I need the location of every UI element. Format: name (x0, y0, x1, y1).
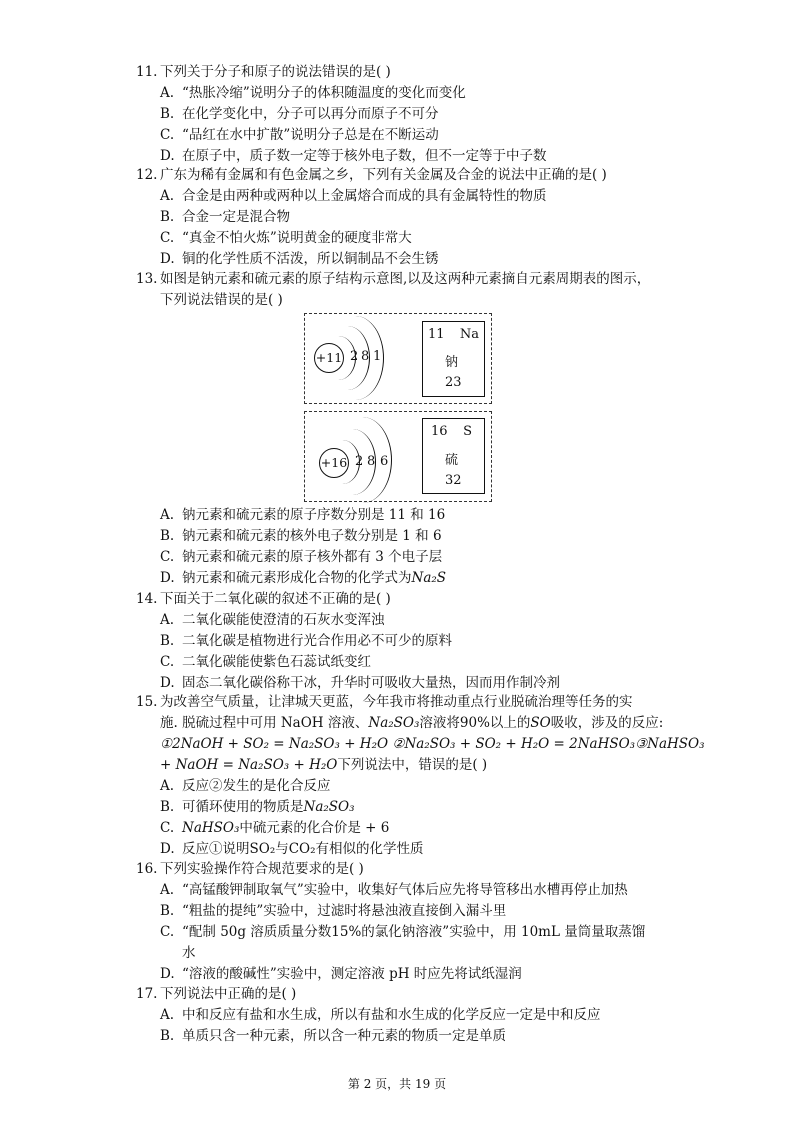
option-d: D. 在原子中，质子数一定等于核外电子数，但不一定等于中子数 (160, 148, 547, 164)
option-d: D. 铜的化学性质不活泼，所以铜制品不会生锈 (160, 251, 439, 267)
option-b: B. 可循环使用的物质是Na₂SO₃ (160, 799, 355, 815)
sodium-diagram (304, 313, 492, 404)
option-b: B. 在化学变化中，分子可以再分而原子不可分 (160, 106, 439, 122)
option-d: D. “溶液的酸碱性”实验中，测定溶液 pH 时应先将试纸湿润 (160, 966, 522, 982)
option-d: D. 钠元素和硫元素形成化合物的化学式为Na₂S (160, 570, 447, 586)
atomic-number: 11 (428, 327, 445, 342)
element-symbol: S (463, 424, 472, 439)
reaction-equations: ①2NaOH + SO₂ = Na₂SO₃ + H₂O ②Na₂SO₃ + SO₂ + H₂O = 2NaHSO₃③NaHSO₃ (160, 736, 705, 752)
option-a: A. “热胀冷缩”说明分子的体积随温度的变化而变化 (160, 85, 466, 101)
shell-electrons: 8 (361, 349, 370, 364)
question-stem: 下列说法中正确的是( ) (160, 986, 297, 1002)
option-c: C. “真金不怕火炼”说明黄金的硬度非常大 (160, 230, 412, 246)
option-c: C. 钠元素和硫元素的原子核外都有 3 个电子层 (160, 549, 443, 565)
question-stem: 下面关于二氧化碳的叙述不正确的是( ) (160, 591, 391, 607)
option-b: B. 单质只含一种元素，所以含一种元素的物质一定是单质 (160, 1028, 506, 1044)
chemical-formula: Na₂S (411, 570, 447, 586)
option-c: C. “配制 50g 溶质质量分数15%的氯化钠溶液”实验中，用 10mL 量筒量取蒸馏 (160, 924, 646, 940)
sulfur-diagram (304, 411, 492, 502)
question-number: 16. (136, 861, 158, 877)
option-a: A. 反应②发生的是化合反应 (160, 778, 331, 794)
option-d: D. 固态二氧化碳俗称干冰，升华时可吸收大量热，因而用作制冷剂 (160, 675, 560, 691)
sodium-element-card (422, 321, 485, 397)
option-c: C. NaHSO₃中硫元素的化合价是 + 6 (160, 820, 390, 836)
question-stem-line2: 施. 脱硫过程中可用 NaOH 溶液、Na₂SO₃溶液将90%以上的SO吸收，涉及的反应: (160, 715, 664, 731)
question-stem: 为改善空气质量，让津城天更蓝，今年我市将推动重点行业脱硫治理等任务的实 (160, 694, 633, 710)
option-c: C. 二氧化碳能使紫色石蕊试纸变红 (160, 654, 371, 670)
element-symbol: Na (459, 327, 479, 342)
page-footer: 第 2 页，共 19 页 (347, 1077, 447, 1091)
option-b: B. “粗盐的提纯”实验中，过滤时将悬浊液直接倒入漏斗里 (160, 903, 507, 919)
atomic-mass: 23 (445, 375, 462, 390)
sodium-nucleus: +11 (314, 343, 344, 373)
question-number: 12. (136, 167, 158, 183)
option-c: C. “品红在水中扩散”说明分子总是在不断运动 (160, 127, 439, 143)
option-b: B. 合金一定是混合物 (160, 209, 290, 225)
option-d: D. 反应①说明SO₂与CO₂有相似的化学性质 (160, 841, 424, 857)
option-b: B. 二氧化碳是植物进行光合作用必不可少的原料 (160, 633, 452, 649)
sulfur-element-card (422, 418, 485, 494)
question-stem: 如图是钠元素和硫元素的原子结构示意图,以及这两种元素摘自元素周期表的图示， (160, 271, 651, 287)
option-b: B. 钠元素和硫元素的核外电子数分别是 1 和 6 (160, 528, 442, 544)
question-stem: 下列关于分子和原子的说法错误的是( ) (160, 64, 391, 80)
option-c-continued: 水 (182, 945, 196, 961)
question-number: 13. (136, 271, 158, 287)
element-name: 硫 (445, 453, 459, 468)
shell-electrons: 1 (373, 349, 382, 364)
shell-electrons: 2 (350, 349, 359, 364)
question-stem: 下列实验操作符合规范要求的是( ) (160, 861, 364, 877)
shell-electrons: 2 (355, 454, 364, 469)
question-number: 11. (136, 64, 158, 80)
option-a: A. 钠元素和硫元素的原子序数分别是 11 和 16 (160, 507, 446, 523)
shell-electrons: 6 (380, 454, 389, 469)
question-stem-continued: 下列说法错误的是( ) (160, 292, 283, 308)
shell-electrons: 8 (367, 454, 376, 469)
question-number: 15. (136, 694, 158, 710)
question-stem: 广东为稀有金属和有色金属之乡，下列有关金属及合金的说法中正确的是( ) (160, 167, 607, 183)
sulfur-nucleus: +16 (319, 448, 349, 478)
question-stem-line4: + NaOH = Na₂SO₃ + H₂O下列说法中，错误的是( ) (160, 757, 488, 773)
question-number: 17. (136, 986, 158, 1002)
element-name: 钠 (445, 355, 459, 370)
option-a: A. 合金是由两种或两种以上金属熔合而成的具有金属特性的物质 (160, 188, 547, 204)
option-a: A. 二氧化碳能使澄清的石灰水变浑浊 (160, 612, 385, 628)
atomic-mass: 32 (445, 473, 462, 488)
question-number: 14. (136, 591, 158, 607)
option-a: A. “高锰酸钾制取氧气”实验中，收集好气体后应先将导管移出水槽再停止加热 (160, 882, 628, 898)
option-a: A. 中和反应有盐和水生成，所以有盐和水生成的化学反应一定是中和反应 (160, 1007, 601, 1023)
atomic-number: 16 (431, 424, 448, 439)
